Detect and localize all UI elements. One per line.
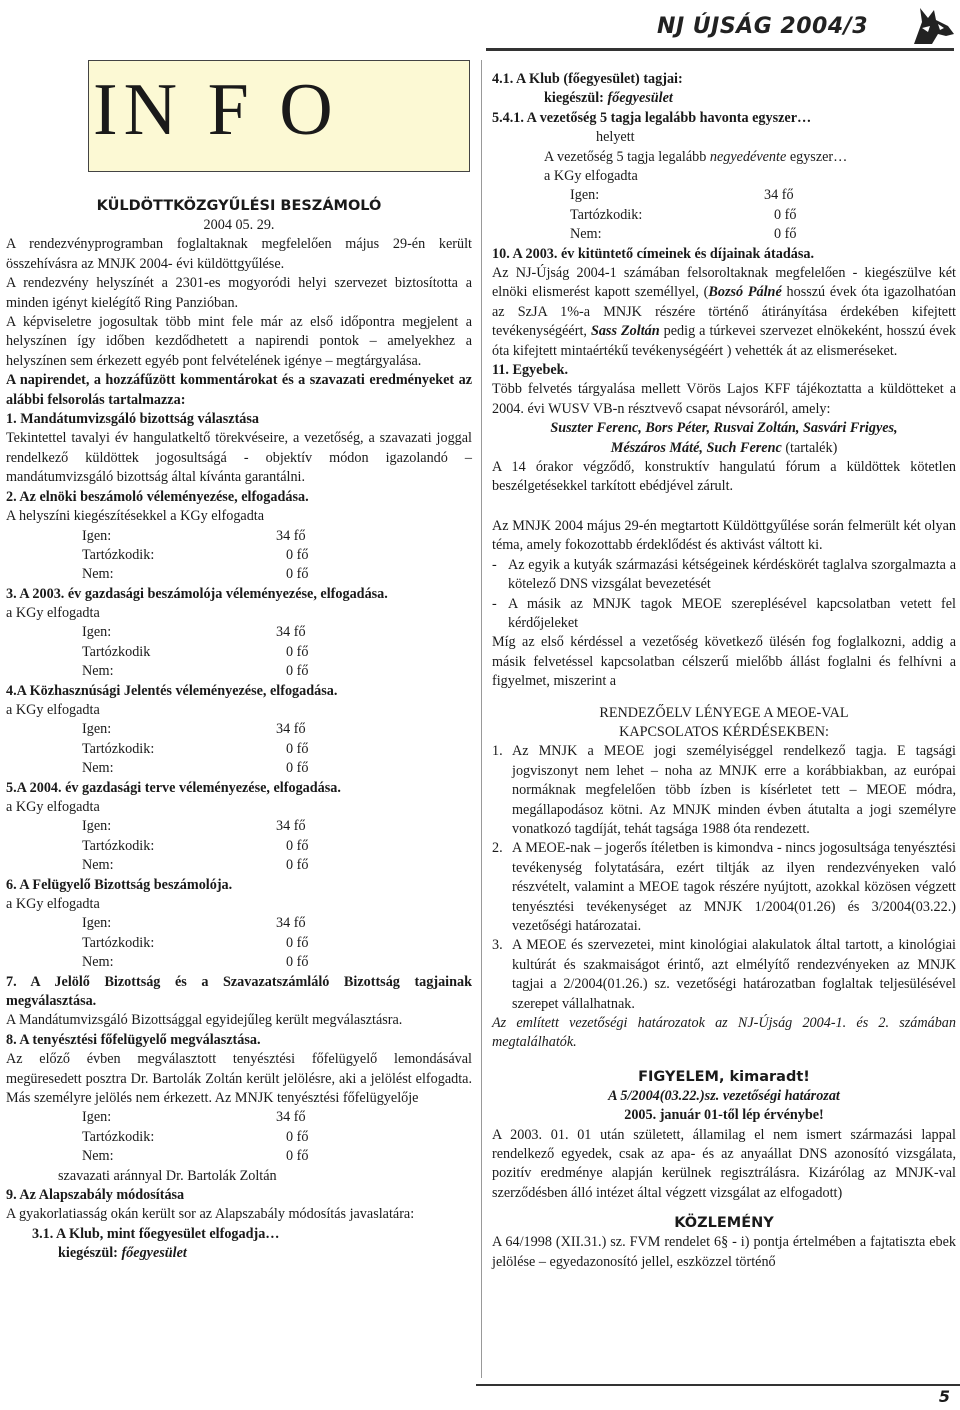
person-name: Bozsó Pálné: [708, 284, 782, 301]
page-number: 5: [938, 1387, 950, 1406]
team-names-note: (tartalék): [781, 439, 838, 456]
vote-value: 34 fő: [276, 721, 306, 738]
amendment-line: [492, 89, 956, 108]
principle-heading: KAPCSOLATOS KÉRDÉSEKBEN:: [619, 723, 829, 740]
section-title: 11. Egyebek.: [492, 362, 569, 379]
vote-label: Tartózkodik:: [82, 546, 155, 563]
vote-value: 0 fő: [286, 760, 309, 777]
paragraph: szavazati aránnyal Dr. Bartolák Zoltán: [58, 1167, 277, 1184]
paragraph-text: pedig a túrkevei szervezet elnökeként, hosszú évek óta kifejtett mintaértékű tevékenységéért ) vehették át az elismeréseket.: [492, 323, 956, 359]
paragraph: A képviseletre jogosultak több mint fele már az első időpontra megjelent a helyszínen így időben kezdődhetett a napirendi pontok – amelyekhez a helyszínen sem érkezett egyéb pont felvételének igénye – megtárgyalása.: [6, 314, 472, 369]
notice-subheading: 2005. január 01-től lép érvénybe!: [624, 1107, 824, 1124]
notice-subheading: A 5/2004(03.22.)sz. vezetőségi határozat: [608, 1087, 840, 1104]
vote-value: 0 fő: [286, 740, 309, 757]
amendment-line: [492, 148, 956, 167]
dash-item: - Az egyik a kutyák származási kétségeinek kérdéskörét taglalva szorgalmazta a kötelező DNS vizsgálat bevezetését: [492, 556, 956, 595]
vote-label: Nem:: [82, 857, 114, 874]
vote-label: Igen:: [82, 1109, 112, 1126]
vote-value: 0 fő: [286, 663, 309, 680]
paragraph: A 2003. 01. 01 után született, államilag el nem ismert származási lappal rendelkező egyedek, csak az apa- és az anyaállat DNS azonosító vizsgálata, pozitív eredménye alapján kerülnek regisztrálásra. Kizárólag az MNJK-val szerződésben álló intézet által végzett vizsgálat az elfogadott): [492, 1126, 956, 1201]
amendment-prefix: kiegészül:: [58, 1245, 122, 1262]
paragraph: Az említett vezetőségi határozatok az NJ-Újság 2004-1. és 2. számában megtalálhatók.: [492, 1015, 956, 1051]
amendment-prefix: kiegészül:: [544, 90, 608, 107]
vote-label: Igen:: [570, 187, 600, 204]
amendment-line: a KGy elfogadta: [544, 168, 638, 185]
section-title: 1. Mandátumvizsgáló bizottság választása: [6, 411, 260, 428]
announcement-heading: KÖZLEMÉNY: [674, 1215, 774, 1232]
numbered-item: 2. A MEOE-nak – jogerős ítéletben is kimondva - nincs jogosultsága tenyésztési tevékenység folytatására, ezért tiltják az ilyen rendezvényeken való részvételt, valamint a MEOE tagok részére nyújtott, azokkal közösen végzett tenyésztési tevékenységet az MNJK 1/2004(01.26) és 3/2004(03.22.) vezetőségi határozatai.: [492, 839, 956, 936]
vote-value: 34 fő: [276, 527, 306, 544]
vote-label: Tartózkodik:: [82, 1128, 155, 1145]
vote-label: Tartózkodik:: [82, 740, 155, 757]
amendment-emphasis: főegyesület: [121, 1245, 187, 1262]
numbered-item: 3. A MEOE és szervezetei, mint kinológiai alakulatok által tartott, a kinológiai kultúrát és szakmaiságot érintő, azt elmélyítő rendezvényeken az MNJK tagjai a 2/2004(01.26.) sz. vezetőségi határozatban foglaltak teljesülésével szerepet vállalhatnak.: [492, 936, 956, 1014]
paragraph-text: Az NJ-Újság 2004-1 számában felsoroltaknak megfelelően - kiegészülve két elnöki elismerést kapott személlyel, (: [492, 265, 956, 301]
amendment-line: helyett: [596, 129, 635, 146]
team-names-text: Mészáros Máté, Such Ferenc: [610, 439, 782, 456]
numbered-item-text: A MEOE és szervezetei, mint kinológiai alakulatok által tartott, a kinológiai kultúrát és szakmaiságot érintő, azt elmélyítő rendezvényeken az MNJK tagjai a 2/2004(01.26.) sz. vezetőségi határozatban foglaltak teljesülésével szerepet vállalhatnak.: [512, 937, 956, 1012]
paragraph: Tekintettel tavalyi év hangulatkeltő törekvéseire, a vezetőség, a szavazati joggal rendelkező küldöttek jogosultságá - objektív módon igazolandó – mandátumvizsgáló bizottság által kívánta garantálni.: [6, 430, 472, 486]
amendment-text: A vezetőség 5 tagja legalább: [544, 148, 710, 165]
vote-label: Nem:: [82, 566, 114, 583]
dog-head-logo-icon: [908, 4, 956, 50]
journal-title: NJ ÚJSÁG 2004/3: [657, 14, 868, 39]
dash-item-text: Az egyik a kutyák származási kétségeinek kérdéskörét taglalva szorgalmazta a kötelező DNS vizsgálat bevezetését: [508, 556, 956, 593]
vote-value: 0 fő: [774, 206, 797, 223]
vote-label: Nem:: [570, 226, 602, 243]
report-date: 2004 05. 29.: [203, 217, 275, 233]
section-title: 7. A Jelölő Bizottság és a Szavazatszámláló Bizottság tagjainak megválasztása.: [6, 973, 472, 1010]
paragraph-text: hosszú évek óta igazolhatóan az SzJA 1%-a MNJK részére történő átirányítása érdekében kifejtett tevékenységéért,: [492, 284, 956, 340]
vote-label: Igen:: [82, 818, 112, 835]
vote-value: 34 fő: [276, 818, 306, 835]
paragraph: Több felvetés tárgyalása mellett Vörös Lajos KFF tájékoztatta a küldötteket a 2004. évi WUSV VB-n résztvevő csapat névsoráról, amely:: [492, 381, 956, 417]
amendment-text: egyszer…: [786, 148, 848, 165]
team-names: [492, 439, 956, 458]
dash-item: - A másik az MNJK tagok MEOE szereplésével kapcsolatban vetett fel kérdőjeleket: [492, 595, 956, 634]
vote-value: 0 fő: [286, 1128, 309, 1145]
paragraph: A helyszíni kiegészítésekkel a KGy elfogadta: [6, 508, 265, 525]
vote-value: 0 fő: [286, 954, 309, 971]
numbered-item-text: Az MNJK a MEOE jogi személyiséggel rendelkező tagja. E tagsági jogviszonyt nem lehet – noha az MNJK erre a korábbiakban, az európai normáknak megfelelően több ízben is kísérletet tett – MEOE módra, megállapodásoz kötni. Az MNJK minden évben átutalta a jogi személyre vonatkozó tagdíját, tehát tagsága 1988 óta rendezett.: [512, 743, 956, 837]
paragraph: A rendezvény helyszínét a 2301-es mogyoródi helyi szervezet biztosította a minden igényt kielégítő Ring Panzióban.: [6, 275, 472, 311]
vote-label: Nem:: [82, 760, 114, 777]
report-heading: KÜLDÖTTKÖZGYŰLÉSI BESZÁMOLÓ: [96, 198, 382, 214]
footer-rule: [476, 1384, 960, 1386]
paragraph: [492, 264, 956, 361]
numbered-item: 1. Az MNJK a MEOE jogi személyiséggel rendelkező tagja. E tagsági jogviszonyt nem lehet – noha az MNJK erre a korábbiakban, az európai normáknak megfelelően több ízben is kísérletet tett – MEOE módra, megállapodásoz kötni. Az MNJK minden évben átutalta a jogi személyre vonatkozó tagdíját, tehát tagsága 1988 óta rendezett.: [492, 742, 956, 839]
paragraph: a KGy elfogadta: [6, 799, 100, 816]
vote-label: Nem:: [82, 1148, 114, 1165]
paragraph: Az MNJK 2004 május 29-én megtartott Küldöttgyűlése során felmerült két olyan téma, amely fokozottabb érdeklődést és aktivást váltott ki.: [492, 517, 956, 554]
info-banner: [88, 60, 470, 172]
vote-value: 0 fő: [286, 934, 309, 951]
vote-value: 0 fő: [286, 837, 309, 854]
paragraph: A Mandátumvizsgáló Bizottsággal egyidejűleg került megválasztásra.: [6, 1012, 403, 1029]
vote-label: Tartózkodik:: [570, 206, 643, 223]
section-title: 8. A tenyésztési főfelügyelő megválasztása.: [6, 1031, 261, 1048]
vote-value: 0 fő: [286, 546, 309, 563]
right-column: [492, 70, 956, 1272]
info-banner-text: IN F O: [93, 69, 339, 151]
section-title: 4.A Közhasznúsági Jelentés véleményezése, elfogadása.: [6, 682, 338, 699]
vote-value: 34 fő: [764, 187, 794, 204]
amendment-line: 3.1. A Klub, mint főegyesület elfogadja…: [32, 1225, 280, 1242]
header-rule: [486, 48, 954, 51]
section-title: 9. Az Alapszabály módosítása: [6, 1187, 185, 1204]
paragraph: a KGy elfogadta: [6, 605, 100, 622]
dash-item-text: A másik az MNJK tagok MEOE szereplésével kapcsolatban vetett fel kérdőjeleket: [508, 595, 956, 631]
amendment-line: [492, 109, 956, 128]
vote-label: Igen:: [82, 915, 112, 932]
left-column: [6, 196, 472, 1264]
vote-label: Nem:: [82, 954, 114, 971]
team-names: Suszter Ferenc, Bors Péter, Rusvai Zoltán, Sasvári Frigyes,: [550, 420, 898, 437]
page-header: [480, 4, 960, 48]
vote-value: 0 fő: [286, 857, 309, 874]
vote-value: 34 fő: [276, 915, 306, 932]
section-title: 3. A 2003. év gazdasági beszámolója véleményezése, elfogadása.: [6, 585, 388, 602]
notice-heading: FIGYELEM, kimaradt!: [638, 1068, 810, 1085]
column-divider: [481, 60, 482, 1378]
principle-heading: RENDEZŐELV LÉNYEGE A MEOE-VAL: [599, 704, 849, 721]
vote-value: 0 fő: [286, 1148, 309, 1165]
paragraph: a KGy elfogadta: [6, 896, 100, 913]
vote-value: 0 fő: [774, 226, 797, 243]
vote-label: Igen:: [82, 624, 112, 641]
section-title: 6. A Felügyelő Bizottság beszámolója.: [6, 876, 233, 893]
paragraph: A gyakorlatiasság okán került sor az Alapszabály módosítás javaslatára:: [6, 1206, 415, 1223]
paragraph: A napirendet, a hozzáfűzött kommentárokat és a szavazati eredményeket az alábbi felsorolás tartalmazza:: [6, 372, 472, 408]
vote-label: Tartózkodik:: [82, 934, 155, 951]
vote-label: Tartózkodik: [82, 643, 151, 660]
paragraph: a KGy elfogadta: [6, 702, 100, 719]
section-title: 2. Az elnöki beszámoló véleményezése, elfogadása.: [6, 488, 309, 505]
vote-label: Tartózkodik:: [82, 837, 155, 854]
amendment-text: 5.4.1. A vezetőség 5 tagja legalább havonta egyszer…: [492, 109, 812, 126]
paragraph: Az előző évben megválasztott tenyésztési főfelügyelő lemondásával megüresedett posztra Dr. Bartolák Zoltán került jelölésre, aki a jelölést elfogadta. Más személyre jelölés nem érkezett. Az MNJK tenyésztési főfelügyelője: [6, 1051, 472, 1107]
amendment-emphasis: főegyesület: [607, 90, 673, 107]
vote-value: 34 fő: [276, 1109, 306, 1126]
section-title: 10. A 2003. év kitüntető címeinek és díjainak átadása.: [492, 245, 814, 262]
vote-label: Igen:: [82, 527, 112, 544]
numbered-item-text: A MEOE-nak – jogerős ítéletben is kimondva - nincs jogosultsága tenyésztési tevékenység folytatására, ezért tiltják az ilyen rendezvényeken való részvételt, valamint a MEOE tagok részére nyújtott, azokkal közösen végzett tenyésztési tevékenységet az MNJK 1/2004(01.26) és 3/2004(03.22.) vezetőségi határozatai.: [512, 840, 956, 935]
person-name: Sass Zoltán: [590, 323, 660, 340]
vote-value: 0 fő: [286, 566, 309, 583]
paragraph: Míg az első kérdéssel a vezetőség következő ülésén fog foglalkozni, addig a másik felvetéssel kapcsolatban célszerű mielőbb állást foglalni és felhívni a figyelmet, miszerint a: [492, 634, 956, 690]
vote-value: 34 fő: [276, 624, 306, 641]
amendment-emphasis: negyedévente: [709, 148, 787, 165]
amendment-line: 4.1. A Klub (főegyesület) tagjai:: [492, 71, 683, 87]
vote-label: Igen:: [82, 721, 112, 738]
vote-value: 0 fő: [286, 643, 309, 660]
amendment-line: [6, 1244, 472, 1263]
section-title: 5.A 2004. év gazdasági terve véleményezése, elfogadása.: [6, 779, 341, 796]
paragraph: A rendezvényprogramban foglaltaknak megfelelően május 29-én került összehívásra az MNJK 2004- évi küldöttgyűlése.: [6, 236, 472, 272]
paragraph: A 14 órakor végződő, konstruktív hangulatú fórum a küldöttek kötetlen beszélgetésekkel tarkított ebédjével zárult.: [492, 459, 956, 495]
paragraph: A 64/1998 (XII.31.) sz. FVM rendelet 6§ - i) pontja értelmében a fajtatiszta ebek jelölése – egyedazonosító jellel, eszközzel történő: [492, 1234, 956, 1270]
vote-label: Nem:: [82, 663, 114, 680]
